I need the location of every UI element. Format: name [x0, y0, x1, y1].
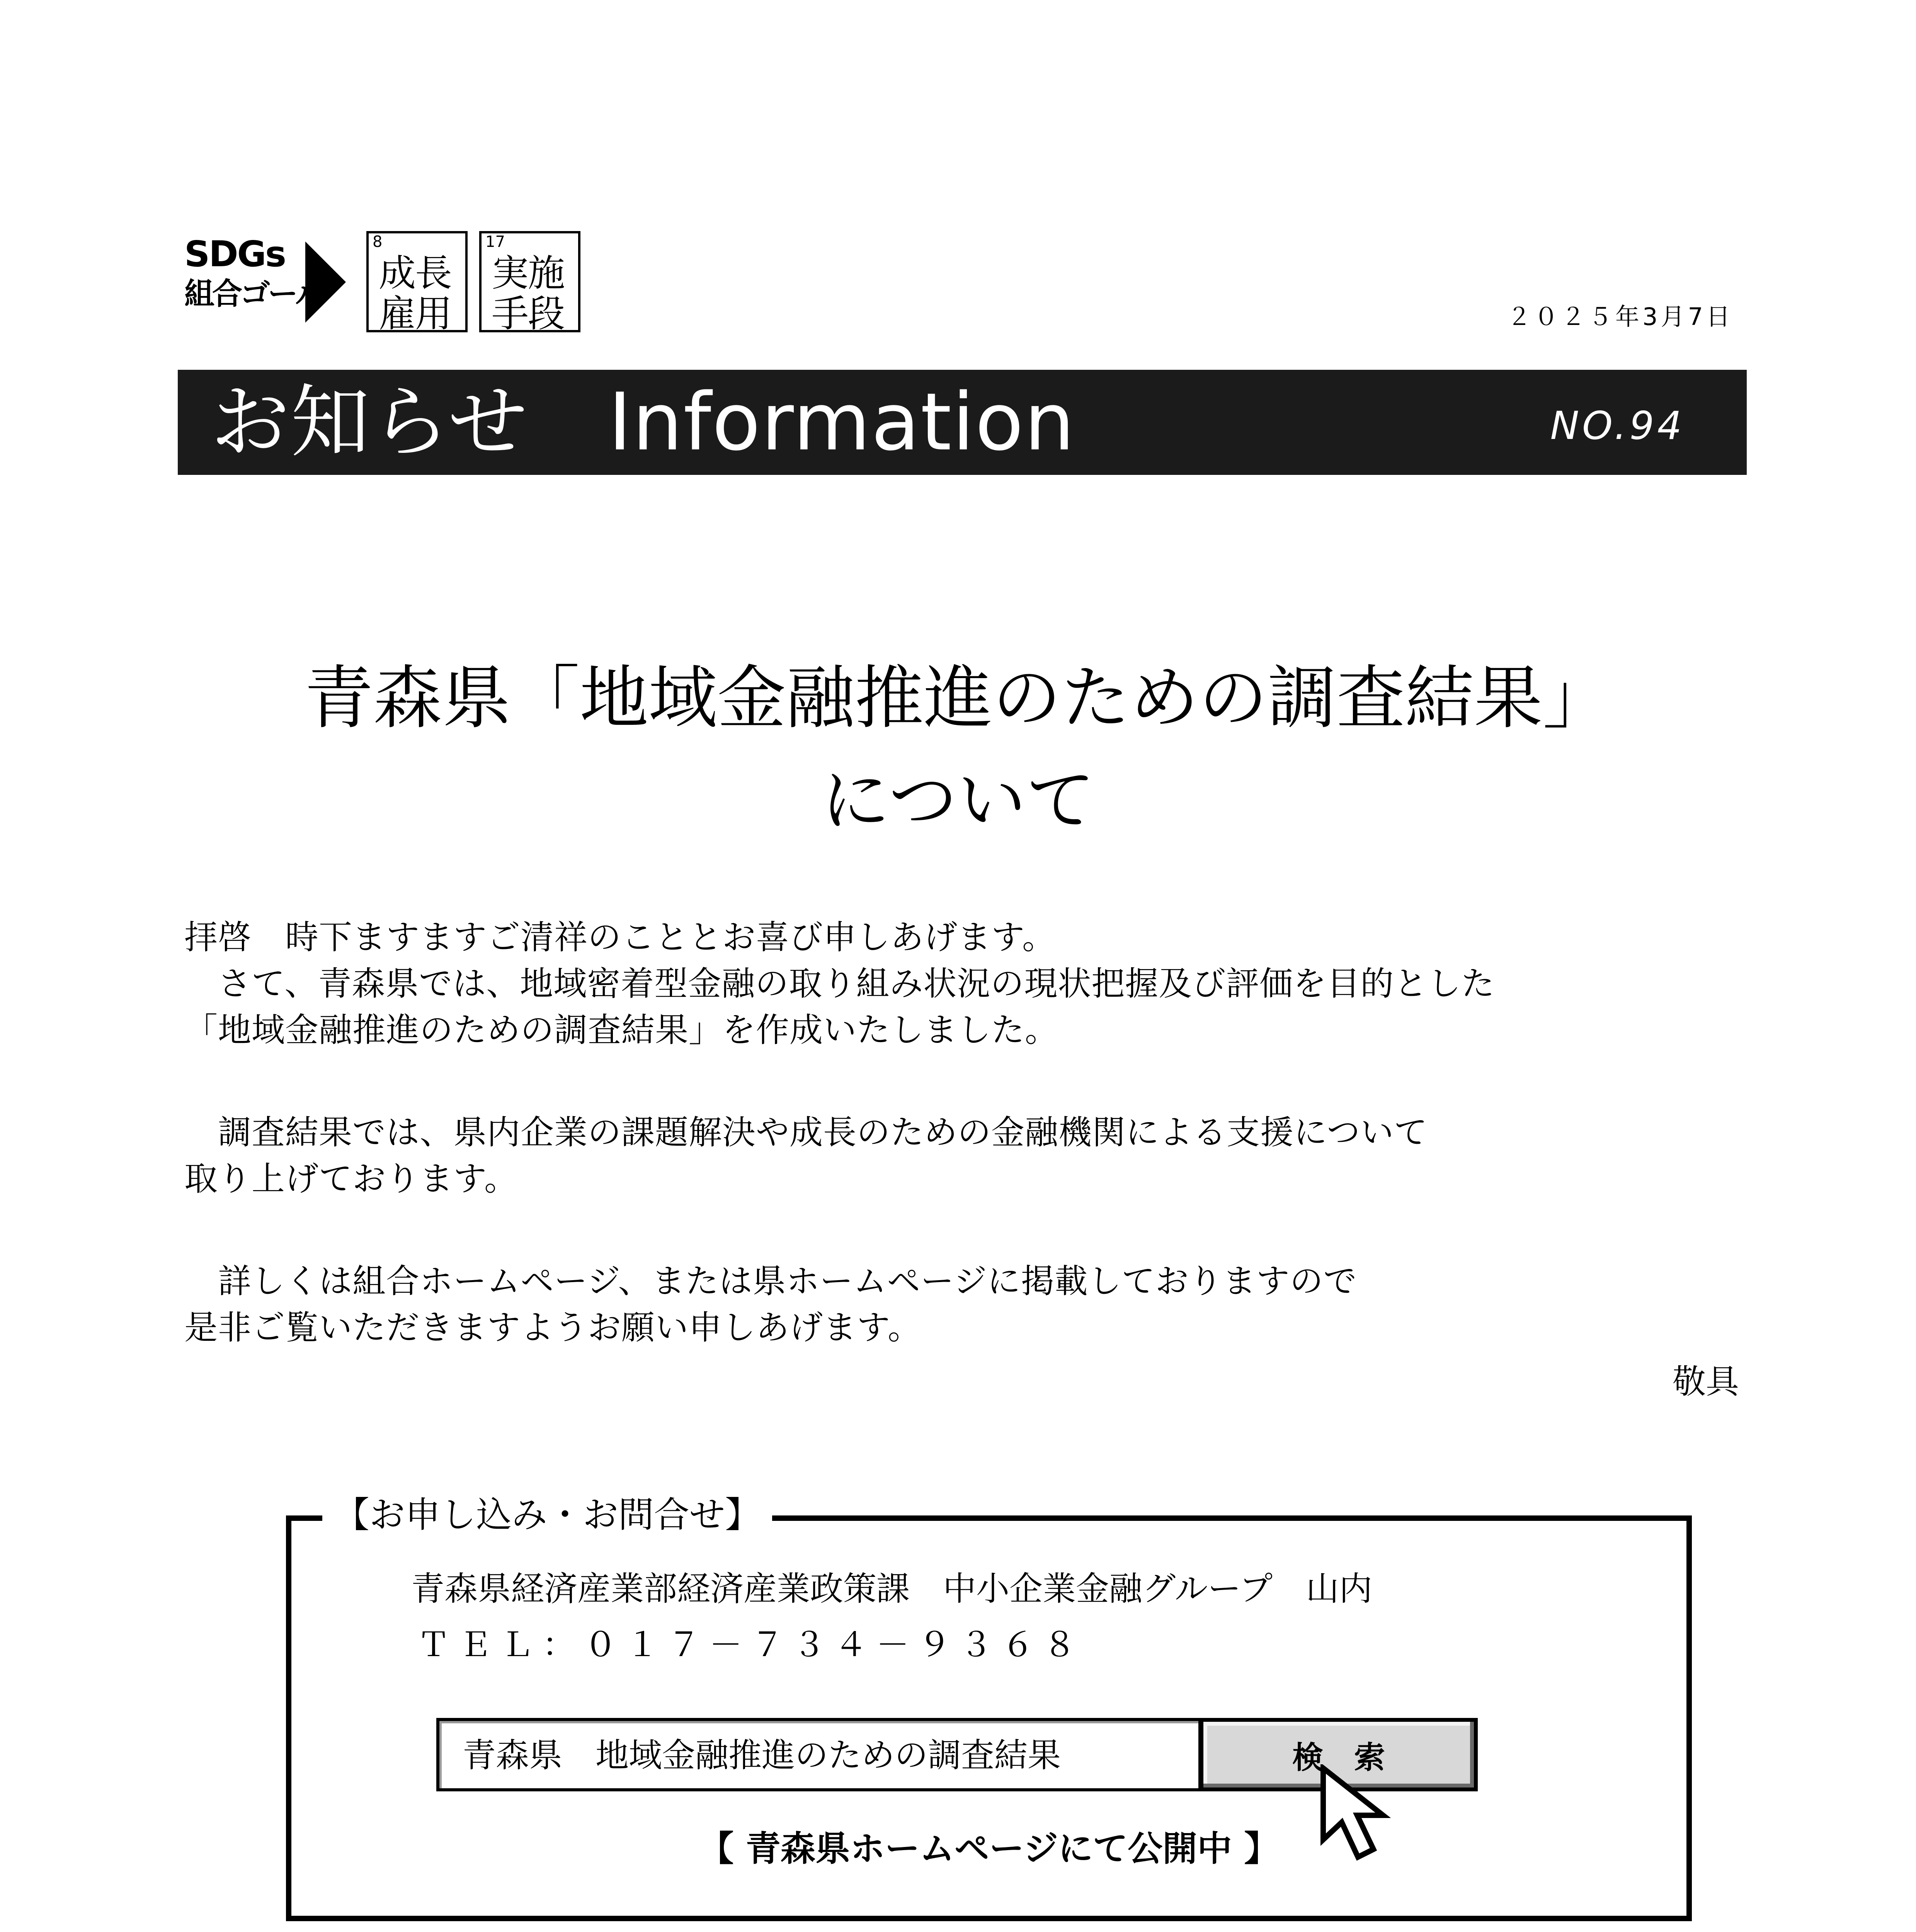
search-input[interactable] — [436, 1718, 1201, 1791]
sdgs-sublabel: 組合ゴール — [184, 277, 323, 311]
greeting-line: 拝啓 時下ますますご清祥のこととお喜び申しあげます。 — [184, 918, 1056, 957]
body-line: さて、青森県では、地域密着型金融の取り組み状況の現状把握及び評価を目的とした — [184, 964, 1495, 1003]
information-banner — [178, 370, 1747, 475]
issue-number: NO.94 — [1550, 403, 1685, 448]
goal-number: 17 — [485, 233, 505, 251]
contact-phone: ＴＥＬ：０１７－７３４－９３６８ — [417, 1626, 1085, 1664]
contact-heading: 【お申し込み・お問合せ】 — [322, 1492, 772, 1538]
issue-date: ２０２５年3月7日 — [1507, 303, 1733, 331]
body-line: 「地域金融推進のための調査結果」を作成いたしました。 — [184, 1011, 1058, 1049]
goal-number: 8 — [373, 233, 383, 251]
goal-line2: 手段 — [492, 292, 564, 335]
body-line: 是非ご覧いただきますようお願い申しあげます。 — [184, 1308, 922, 1347]
page-title-line2: について — [821, 760, 1095, 840]
publish-note: 【 青森県ホームページにて公開中 】 — [699, 1828, 1279, 1869]
contact-organization: 青森県経済産業部経済産業政策課 中小企業金融グループ 山内 — [411, 1570, 1373, 1608]
sdgs-goal-8-badge — [366, 231, 468, 335]
page-title-line1: 青森県「地域金融推進のための調査結果」 — [305, 658, 1611, 738]
contact-box — [286, 1494, 1692, 1921]
sdgs-label: SDGs — [184, 233, 285, 275]
goal-line1: 成長 — [379, 252, 451, 295]
goal-line1: 実施 — [492, 252, 564, 295]
body-line: 調査結果では、県内企業の課題解決や成長のための金融機関による支援について — [184, 1113, 1428, 1152]
goal-line2: 雇用 — [379, 292, 451, 335]
search-input-value: 青森県 地域金融推進のための調査結果 — [463, 1736, 1061, 1775]
banner-title: お知らせ Information — [211, 376, 1075, 468]
sdgs-goal-17-badge — [479, 231, 580, 335]
sdgs-arrow-icon — [305, 242, 346, 323]
body-line: 詳しくは組合ホームページ、または県ホームページに掲載しておりますので — [184, 1262, 1357, 1301]
body-line: 取り上げております。 — [184, 1160, 518, 1198]
closing-word: 敬具 — [1673, 1362, 1739, 1401]
search-button-label: 検索 — [1292, 1740, 1416, 1776]
